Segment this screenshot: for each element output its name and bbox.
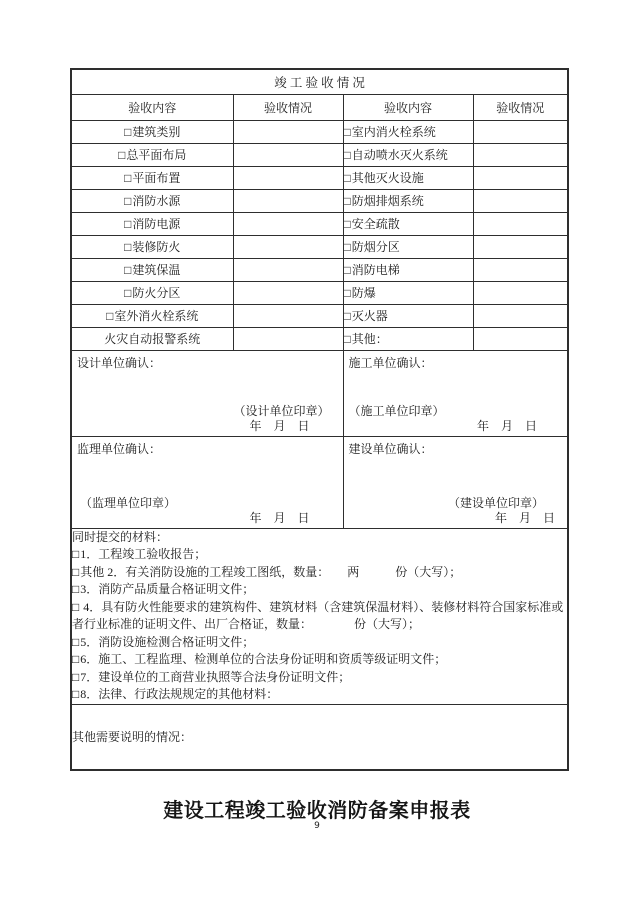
material-item-label: 5．消防设施检测合格证明文件；: [80, 634, 255, 649]
acceptance-item-label: 装修防火: [132, 240, 181, 254]
seal-placeholder: （监理单位印章）: [80, 495, 177, 510]
checkbox-icon[interactable]: □: [72, 599, 80, 614]
material-item-label: 8．法律、行政法规规定的其他材料：: [80, 687, 279, 701]
acceptance-status-cell: [473, 281, 568, 304]
acceptance-status-cell: [473, 235, 568, 258]
checkbox-icon[interactable]: □: [343, 171, 351, 185]
acceptance-item-label: 防烟排烟系统: [351, 194, 424, 208]
checkbox-icon[interactable]: □: [72, 582, 80, 596]
checkbox-icon[interactable]: □: [343, 240, 351, 254]
material-item: [72, 669, 567, 687]
acceptance-item: [343, 235, 473, 258]
checkbox-icon[interactable]: □: [106, 309, 114, 323]
acceptance-status-cell: [473, 212, 568, 235]
acceptance-status-cell: [233, 304, 343, 327]
checkbox-icon[interactable]: □: [124, 125, 132, 139]
acceptance-status-cell: [233, 258, 343, 281]
acceptance-item-label: 室内消火栓系统: [351, 125, 436, 139]
column-header-content-left: 验收内容: [71, 94, 233, 120]
acceptance-status-cell: [473, 258, 568, 281]
page-number: 9: [314, 821, 320, 831]
acceptance-item: [71, 327, 233, 350]
material-item-label: 3．消防产品质量合格证明文件；: [80, 582, 255, 596]
material-item: [72, 564, 567, 582]
column-header-content-right: 验收内容: [343, 94, 473, 120]
acceptance-status-cell: [473, 143, 568, 166]
acceptance-item-label: 其他灭火设施: [351, 171, 424, 185]
date-line: 年 月 日: [249, 510, 310, 525]
checkbox-icon[interactable]: □: [72, 652, 80, 666]
acceptance-item: [343, 120, 473, 143]
column-header-status-right: 验收情况: [473, 94, 568, 120]
checkbox-icon[interactable]: □: [124, 240, 132, 254]
checkbox-icon[interactable]: □: [124, 286, 132, 300]
material-item: [72, 581, 567, 599]
acceptance-item: [343, 281, 473, 304]
material-item-label: 其他 2．有关消防设施的工程竣工图纸，数量： 两 份（大写）；: [80, 564, 462, 579]
acceptance-item-label: 消防电梯: [351, 263, 400, 277]
other-notes-section: [71, 704, 568, 770]
checkbox-icon[interactable]: □: [124, 194, 132, 208]
acceptance-item: [343, 327, 473, 350]
materials-section: [71, 528, 568, 704]
acceptance-item: [71, 235, 233, 258]
acceptance-item: [343, 166, 473, 189]
date-line: 年 月 日: [495, 510, 556, 525]
seal-placeholder: （建设单位印章）: [448, 495, 545, 510]
seal-placeholder: （设计单位印章）: [233, 403, 330, 418]
acceptance-item-label: 建筑保温: [132, 263, 181, 277]
acceptance-item-label: 灭火器: [351, 309, 388, 323]
acceptance-item: [343, 212, 473, 235]
table-title: 竣 工 验 收 情 况: [71, 69, 568, 94]
acceptance-item-label: 防爆: [351, 286, 376, 300]
checkbox-icon[interactable]: □: [72, 687, 80, 701]
acceptance-item: [343, 143, 473, 166]
acceptance-status-cell: [233, 281, 343, 304]
other-notes-heading: 其他需要说明的情况：: [72, 730, 193, 745]
confirmation-label: 监理单位确认：: [77, 441, 162, 456]
acceptance-item: [343, 189, 473, 212]
material-item: [72, 546, 567, 564]
column-header-status-left: 验收情况: [233, 94, 343, 120]
checkbox-icon[interactable]: □: [124, 217, 132, 231]
material-item-label: 4．具有防火性能要求的建筑构件、建筑材料（含建筑保温材料）、装修材料符合国家标准或者行业标准的证明文件、出厂合格证，数量： 份（大写）；: [72, 599, 564, 631]
checkbox-icon[interactable]: □: [343, 194, 351, 208]
acceptance-item: [71, 166, 233, 189]
acceptance-item-label: 平面布置: [132, 171, 181, 185]
acceptance-status-cell: [233, 212, 343, 235]
acceptance-item: [71, 143, 233, 166]
material-item-label: 1．工程竣工验收报告；: [80, 547, 207, 561]
checkbox-icon[interactable]: □: [124, 263, 132, 277]
acceptance-item-label: 其他：: [351, 332, 388, 346]
acceptance-status-cell: [233, 327, 343, 350]
acceptance-status-cell: [233, 143, 343, 166]
materials-heading: 同时提交的材料：: [72, 529, 169, 544]
acceptance-item-label: 室外消火栓系统: [114, 309, 199, 323]
material-item-label: 6．施工、工程监理、检测单位的合法身份证明和资质等级证明文件；: [80, 652, 447, 666]
date-line: 年 月 日: [477, 418, 538, 433]
acceptance-item: [343, 304, 473, 327]
checkbox-icon[interactable]: □: [72, 669, 80, 684]
checkbox-icon[interactable]: □: [343, 332, 351, 346]
acceptance-item-label: 消防电源: [132, 217, 181, 231]
material-item: [72, 634, 567, 652]
checkbox-icon[interactable]: □: [124, 171, 132, 185]
material-item: [72, 686, 567, 704]
acceptance-item-label: 火灾自动报警系统: [104, 332, 201, 346]
acceptance-status-cell: [473, 189, 568, 212]
design-unit-confirmation: [71, 350, 343, 436]
acceptance-item: [71, 281, 233, 304]
acceptance-status-cell: [233, 120, 343, 143]
acceptance-item-label: 消防水源: [132, 194, 181, 208]
material-item: [72, 651, 567, 669]
acceptance-item-label: 总平面布局: [126, 148, 187, 162]
material-item-label: 7．建设单位的工商营业执照等合法身份证明文件；: [80, 669, 351, 684]
confirmation-label: 建设单位确认：: [348, 441, 433, 456]
checkbox-icon[interactable]: □: [343, 309, 351, 323]
acceptance-item-label: 防火分区: [132, 286, 181, 300]
confirmation-label: 施工单位确认：: [348, 355, 433, 370]
checkbox-icon[interactable]: □: [72, 547, 80, 561]
checkbox-icon[interactable]: □: [72, 564, 80, 579]
acceptance-item: [71, 120, 233, 143]
acceptance-item-label: 建筑类别: [132, 125, 181, 139]
acceptance-item: [71, 258, 233, 281]
acceptance-item: [343, 258, 473, 281]
acceptance-status-cell: [473, 166, 568, 189]
form-title: 建设工程竣工验收消防备案申报表: [163, 800, 471, 822]
confirmation-label: 设计单位确认：: [77, 355, 162, 370]
checkbox-icon[interactable]: □: [343, 263, 351, 277]
acceptance-item-label: 防烟分区: [351, 240, 400, 254]
acceptance-status-cell: [473, 120, 568, 143]
acceptance-table: [70, 68, 569, 771]
acceptance-item: [71, 304, 233, 327]
supervision-unit-confirmation: [71, 436, 343, 528]
checkbox-icon[interactable]: □: [343, 286, 351, 300]
acceptance-status-cell: [233, 235, 343, 258]
acceptance-status-cell: [233, 189, 343, 212]
acceptance-status-cell: [233, 166, 343, 189]
acceptance-item-label: 安全疏散: [351, 217, 400, 231]
checkbox-icon[interactable]: □: [118, 148, 126, 162]
checkbox-icon[interactable]: □: [343, 125, 351, 139]
checkbox-icon[interactable]: □: [72, 634, 80, 649]
construction-unit-confirmation: [343, 350, 568, 436]
date-line: 年 月 日: [249, 418, 310, 433]
acceptance-status-cell: [473, 304, 568, 327]
developer-unit-confirmation: [343, 436, 568, 528]
checkbox-icon[interactable]: □: [343, 217, 351, 231]
acceptance-status-cell: [473, 327, 568, 350]
acceptance-item: [71, 212, 233, 235]
acceptance-item-label: 自动喷水灭火系统: [351, 148, 448, 162]
material-item: [72, 599, 567, 634]
acceptance-item: [71, 189, 233, 212]
checkbox-icon[interactable]: □: [343, 148, 351, 162]
seal-placeholder: （施工单位印章）: [348, 403, 445, 418]
